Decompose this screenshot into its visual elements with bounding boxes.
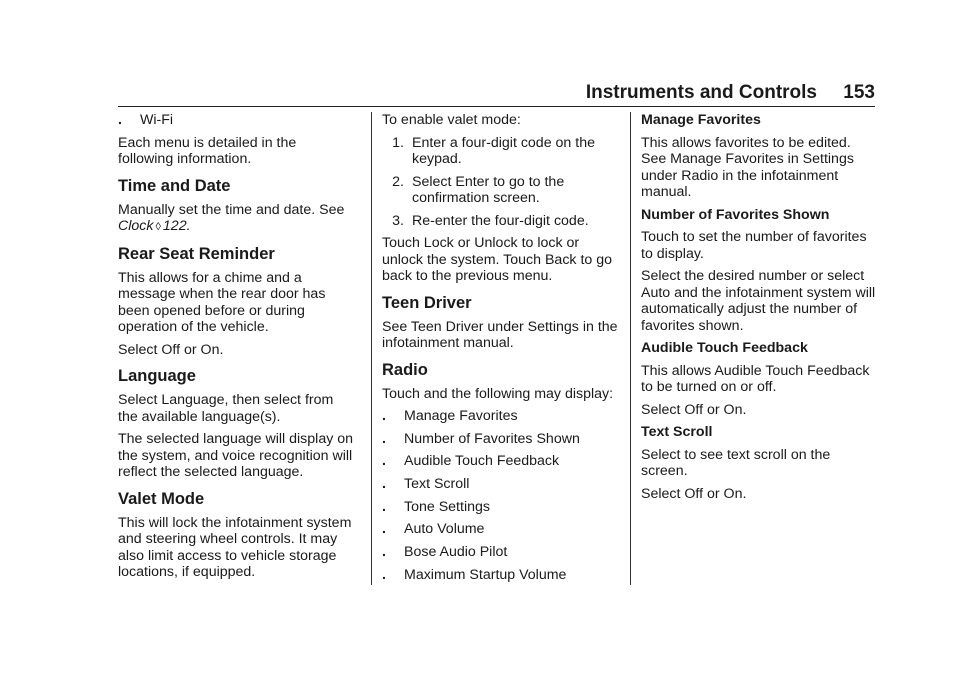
language-paragraph-2: The selected language will display on the system, and voice recognition will reflect the selected language.: [118, 431, 354, 481]
time-date-text: Manually set the time and date. See: [118, 201, 345, 218]
step-text: Re-enter the four-digit code.: [412, 212, 589, 229]
list-item-text: Text Scroll: [404, 476, 470, 493]
column-2: [382, 112, 618, 590]
text-scroll-select: Select Off or On.: [641, 485, 747, 502]
list-item: [382, 408, 618, 425]
list-item: [382, 521, 618, 538]
audible-touch-paragraph: This allows Audible Touch Feedback to be turned on or off.: [641, 362, 870, 395]
page-header: [118, 80, 875, 107]
teen-paragraph: See Teen Driver under Settings in the infotainment manual.: [382, 318, 618, 351]
page-ref-icon: ◊: [155, 221, 161, 234]
list-item: [382, 499, 618, 516]
bullet-icon: .: [382, 521, 386, 538]
language-heading: Language: [118, 367, 196, 386]
column-1: [118, 112, 354, 587]
list-item: [382, 476, 618, 493]
clock-page-ref[interactable]: 122.: [162, 218, 191, 235]
lock-paragraph: Touch Lock or Unlock to lock or unlock the system. Touch Back to go back to the previous menu.: [382, 235, 613, 284]
step-text: Enter a four-digit code on the keypad.: [412, 134, 595, 167]
radio-heading: Radio: [382, 360, 428, 379]
audible-touch-heading: Audible Touch Feedback: [641, 340, 808, 356]
bullet-icon: .: [118, 112, 122, 128]
column-divider: [630, 112, 631, 585]
page-number: 153: [843, 82, 875, 103]
manage-favorites-paragraph: This allows favorites to be edited. See Manage Favorites in Settings under Radio in the infotainment manual.: [641, 134, 854, 200]
step-item: [382, 135, 618, 168]
list-item-text: Bose Audio Pilot: [404, 544, 508, 561]
list-item: [382, 431, 618, 448]
intro-paragraph: Each menu is detailed in the following information.: [118, 134, 297, 168]
time-date-heading: Time and Date: [118, 176, 231, 195]
teen-heading: Teen Driver: [382, 293, 472, 312]
list-item-text: Manage Favorites: [404, 408, 518, 424]
bullet-icon: .: [382, 430, 386, 447]
audible-touch-select: Select Off or On.: [641, 401, 747, 418]
list-item-text: Maximum Startup Volume: [404, 566, 567, 583]
enable-intro: To enable valet mode:: [382, 112, 521, 128]
bullet-icon: .: [382, 498, 386, 515]
step-number: 1.: [392, 134, 404, 151]
list-item-text: Audible Touch Feedback: [404, 453, 560, 470]
rear-seat-paragraph: This allows for a chime and a message when the rear door has been opened before or during operation of the vehicle.: [118, 269, 326, 336]
step-item: [382, 174, 618, 207]
list-item: [382, 567, 618, 584]
column-3: [641, 112, 877, 508]
section-title: Instruments and Controls: [585, 82, 817, 103]
bullet-icon: .: [382, 544, 386, 561]
valet-paragraph: This will lock the infotainment system and steering wheel controls. It may also limit access to vehicle storage locations, if equipped.: [118, 514, 352, 581]
column-divider: [371, 112, 372, 585]
step-item: [382, 213, 618, 230]
rear-seat-heading: Rear Seat Reminder: [118, 244, 275, 263]
bullet-icon: .: [382, 408, 386, 424]
bullet-icon: .: [382, 566, 386, 583]
clock-link[interactable]: Clock: [118, 218, 154, 235]
step-number: 3.: [392, 212, 404, 229]
number-favorites-heading: Number of Favorites Shown: [641, 206, 830, 223]
text-scroll-heading: Text Scroll: [641, 424, 713, 440]
number-favorites-paragraph-2: Select the desired number or select Auto and the infotainment system will automatically adjust the number of favorites shown.: [641, 268, 876, 334]
manage-favorites-heading: Manage Favorites: [641, 112, 761, 128]
rear-seat-select: Select Off or On.: [118, 341, 224, 358]
list-item-text: Wi-Fi: [140, 112, 174, 128]
step-number: 2.: [392, 173, 404, 190]
bullet-icon: .: [382, 453, 386, 470]
list-item: [118, 112, 354, 129]
text-scroll-paragraph: Select to see text scroll on the screen.: [641, 446, 831, 479]
valet-heading: Valet Mode: [118, 489, 205, 508]
list-item-text: Tone Settings: [404, 498, 490, 515]
list-item-text: Auto Volume: [404, 521, 485, 538]
step-text: Select Enter to go to the confirmation screen.: [412, 173, 565, 206]
time-date-paragraph: [118, 202, 354, 236]
radio-paragraph: Touch and the following may display:: [382, 385, 614, 402]
list-item: [382, 544, 618, 561]
number-favorites-paragraph-1: Touch to set the number of favorites to display.: [641, 229, 867, 262]
bullet-icon: .: [382, 476, 386, 493]
list-item-text: Number of Favorites Shown: [404, 430, 580, 447]
list-item: [382, 453, 618, 470]
language-paragraph-1: Select Language, then select from the available language(s).: [118, 392, 334, 425]
